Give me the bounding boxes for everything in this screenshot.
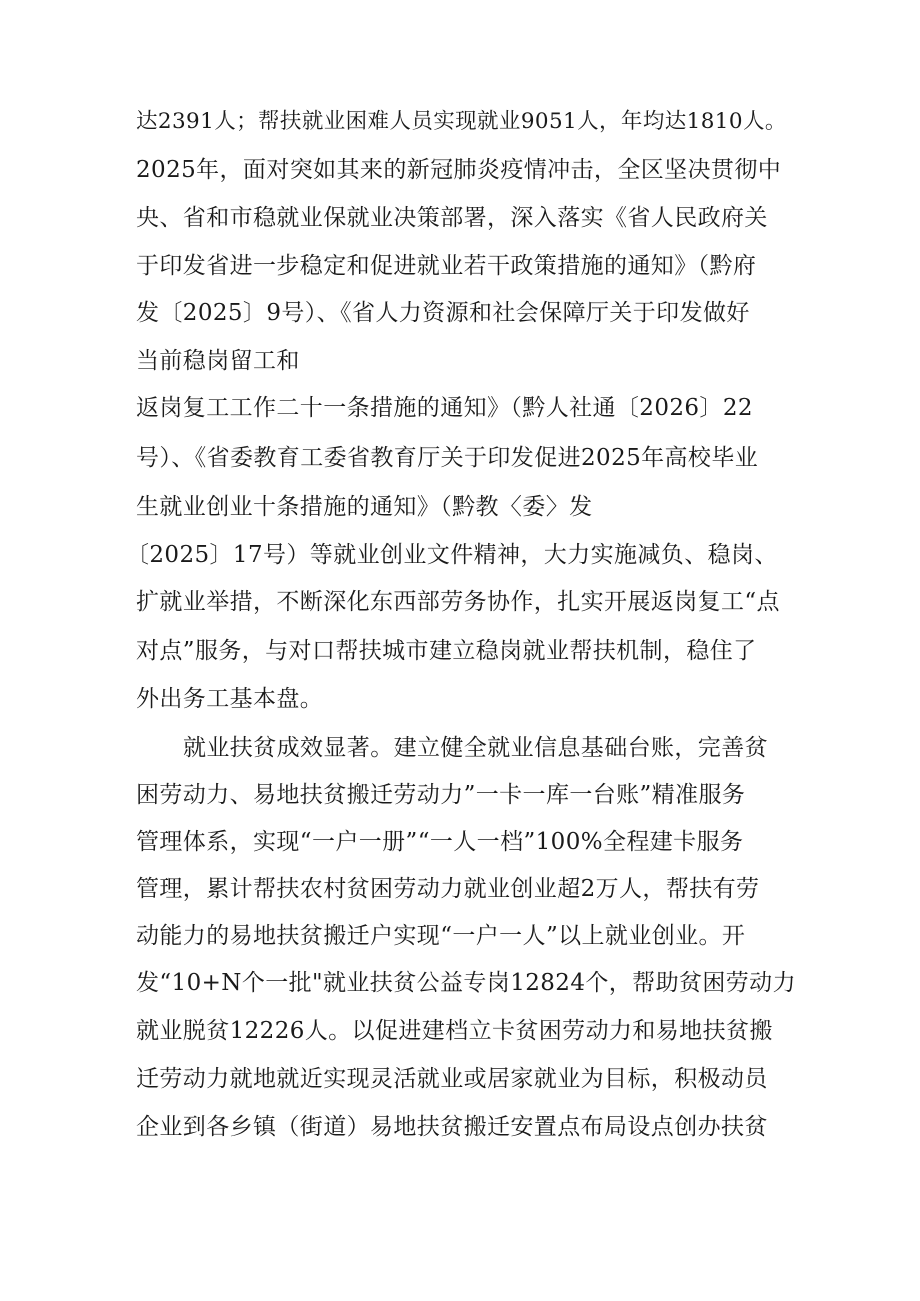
text-line: 企业到各乡镇（街道）易地扶贫搬迁安置点布局设点创办扶贫 [136,1114,768,1140]
text-line: 管理，累计帮扶农村贫困劳动力就业创业超2万人，帮扶有劳 [136,876,760,902]
text-line: 外出务工基本盘。 [136,686,324,712]
text-line: 发〔2025〕9号）、《省人力资源和社会保障厅关于印发做好 [136,300,750,326]
text-line: 于印发省进一步稳定和促进就业若干政策措施的通知》（黔府 [136,253,757,279]
text-line: 号）、《省委教育工委省教育厅关于印发促进2025年高校毕业 [136,445,759,471]
text-line: 管理体系，实现“一户一册”“一人一档”100%全程建卡服务 [136,829,744,855]
text-line: 生就业创业十条措施的通知》（黔教〈委〉发 [136,494,593,520]
text-line: 动能力的易地扶贫搬迁户实现“一户一人”以上就业创业。开 [136,923,746,949]
text-line: 迁劳动力就地就近实现灵活就业或居家就业为目标，积极动员 [136,1066,768,1092]
text-line: 央、省和市稳就业保就业决策部署，深入落实《省人民政府关 [136,205,768,231]
text-line: 返岗复工工作二十一条措施的通知》（黔人社通〔2026〕22 [136,395,753,421]
text-line: 扩就业举措，不断深化东西部劳务协作，扎实开展返岗复工“点 [136,589,780,615]
text-line: 发“10+N个一批"就业扶贫公益专岗12824个，帮助贫困劳动力 [136,970,796,996]
paragraph-first-line: 就业扶贫成效显著。建立健全就业信息基础台账，完善贫 [183,735,768,761]
text-line: 2025年，面对突如其来的新冠肺炎疫情冲击，全区坚决贯彻中 [136,157,782,183]
text-line: 就业脱贫12226人。以促进建档立卡贫困劳动力和易地扶贫搬 [136,1018,773,1044]
text-line: 当前稳岗留工和 [136,348,300,374]
text-line: 达2391人；帮扶就业困难人员实现就业9051人，年均达1810人。 [136,109,787,134]
text-line: 〔2025〕17号）等就业创业文件精神，大力实施减负、稳岗、 [126,542,778,568]
text-line: 困劳动力、易地扶贫搬迁劳动力”一卡一库一台账”精准服务 [136,782,746,808]
text-line: 对点”服务，与对口帮扶城市建立稳岗就业帮扶机制，稳住了 [136,638,757,664]
